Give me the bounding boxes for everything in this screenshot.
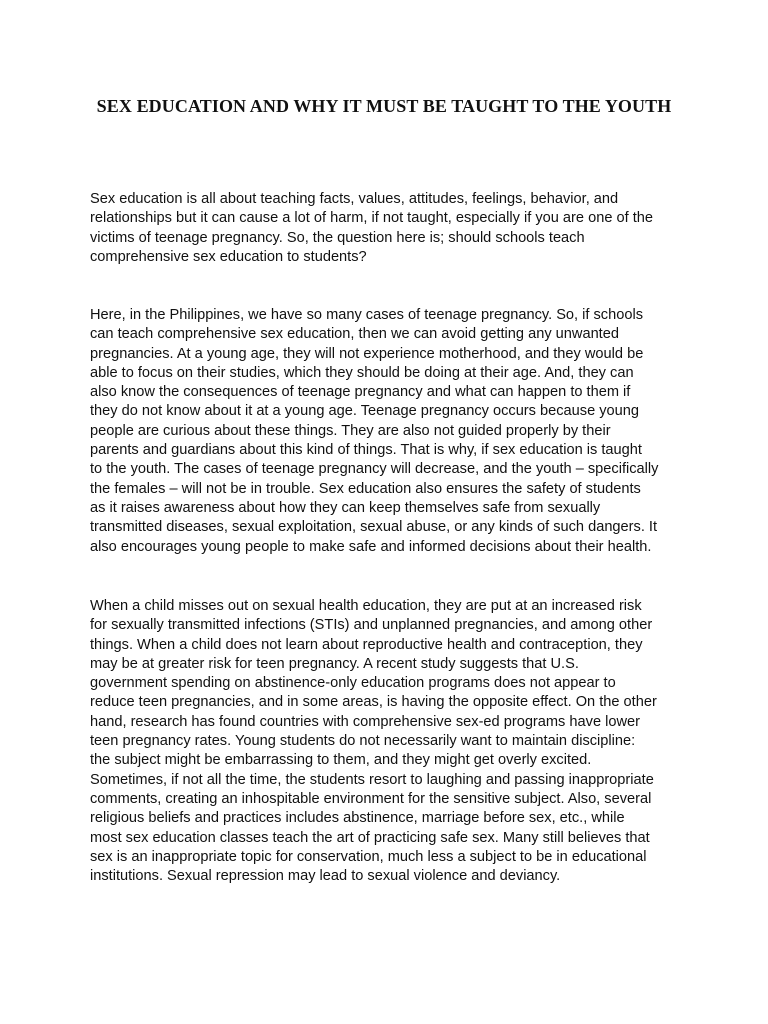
paragraph-risks: When a child misses out on sexual health education, they are put at an increased risk for sexually transmitted infections (STIs) and unplanned pregnancies, and among other things. When a child does not learn about reproductive health and contraception, they may be at greater risk for teen pregnancy. A recent study suggests that U.S. government spending on abstinence-only education programs does not appear to reduce teen pregnancies, and in some areas, is having the opposite effect. On the other hand, research has found countries with comprehensive sex-ed programs have lower teen pregnancy rates. Young students do not necessarily want to maintain discipline: the subject might be embarrassing to them, and they might get overly excited. Sometimes, if not all the time, the students resort to laughing and passing inappropriate comments, creating an inhospitable environment for the sensitive subject. Also, several religious beliefs and practices includes abstinence, marriage before sex, etc., while most sex education classes teach the art of practicing safe sex. Many still believes that sex is an inappropriate topic for conservation, much less a subject to be in educational institutions. Sexual repression may lead to sexual violence and deviancy. <box>90 598 657 885</box>
paragraph-intro: Sex education is all about teaching facts, values, attitudes, feelings, behavior, and relationships but it can cause a lot of harm, if not taught, especially if you are one of the victims of teenage pregnancy. So, the question here is; should schools teach comprehensive sex education to students? <box>90 191 653 265</box>
document-title: SEX EDUCATION AND WHY IT MUST BE TAUGHT TO THE YOUTH <box>96 96 672 116</box>
paragraph-philippines: Here, in the Philippines, we have so many cases of teenage pregnancy. So, if schools can teach comprehensive sex education, then we can avoid getting any unwanted pregnancies. At a young age, they will not experience motherhood, and they would be able to focus on their studies, which they should be doing at their age. And, they can also know the consequences of teenage pregnancy and what can happen to them if they do not know about it at a young age. Teenage pregnancy occurs because young people are curious about these things. They are also not guided properly by their parents and guardians about this kind of things. That is why, if sex education is taught to the youth. The cases of teenage pregnancy will decrease, and the youth – specifically the females – will not be in trouble. Sex education also ensures the safety of students as it raises awareness about how they can keep themselves safe from sexually transmitted diseases, sexual exploitation, sexual abuse, or any kinds of such dangers. It also encourages young people to make safe and informed decisions about their health. <box>90 307 659 555</box>
